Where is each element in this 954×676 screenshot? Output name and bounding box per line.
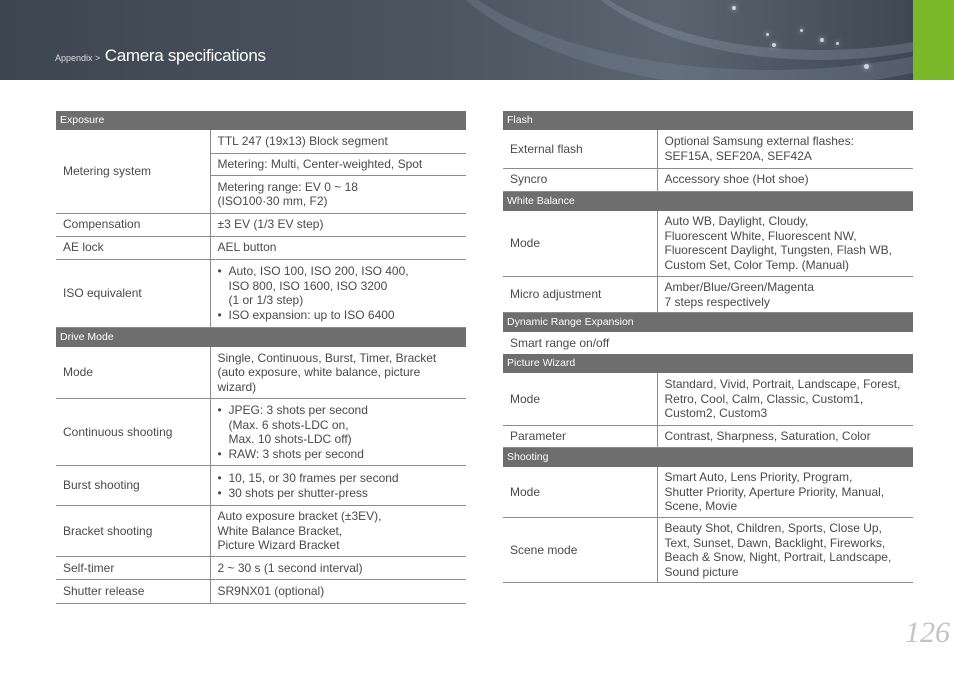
section-header-dynamic-range (503, 313, 913, 333)
spec-value: Smart Auto, Lens Priority, Program, Shutter Priority, Aperture Priority, Manual, Scene, Movie (657, 467, 913, 518)
table-row (56, 130, 466, 153)
section-header-drive-mode (56, 327, 466, 347)
spec-label: Shutter release (56, 580, 210, 604)
spec-label: Micro adjustment (503, 277, 657, 313)
section-title: Shooting (503, 447, 913, 467)
header-sparkle (732, 6, 736, 10)
table-row (503, 277, 913, 313)
spec-value-list (210, 399, 466, 466)
spec-label: Metering system (56, 130, 210, 213)
spec-value: ±3 EV (1/3 EV step) (210, 213, 466, 236)
header-sparkle (820, 38, 824, 42)
spec-value: Accessory shoe (Hot shoe) (657, 168, 913, 191)
spec-label: ISO equivalent (56, 259, 210, 327)
table-row (56, 506, 466, 557)
section-header-exposure (56, 111, 466, 130)
spec-label: Mode (503, 467, 657, 518)
table-row (503, 332, 913, 354)
spec-label: Burst shooting (56, 466, 210, 506)
spec-label: AE lock (56, 236, 210, 259)
spec-label: Compensation (56, 213, 210, 236)
header-sparkle (800, 29, 803, 32)
spec-value: Auto WB, Daylight, Cloudy, Fluorescent White, Fluorescent NW, Fluorescent Daylight, Tungsten, Flash WB, Custom Set, Color Temp. (Manual) (657, 211, 913, 277)
spec-value: Metering range: EV 0 ~ 18 (ISO100·30 mm, F2) (210, 175, 466, 213)
section-title: Exposure (56, 111, 466, 130)
header-sparkle (864, 64, 869, 69)
spec-value: TTL 247 (19x13) Block segment (210, 130, 466, 153)
breadcrumb (55, 46, 266, 66)
section-title: White Balance (503, 191, 913, 211)
table-row (56, 236, 466, 259)
spec-label: Syncro (503, 168, 657, 191)
table-row (56, 580, 466, 604)
page-header (0, 0, 954, 80)
spec-label: Self-timer (56, 557, 210, 580)
spec-table-right (503, 111, 913, 583)
table-row (503, 373, 913, 425)
spec-value: Amber/Blue/Green/Magenta 7 steps respectively (657, 277, 913, 313)
spec-value: Contrast, Sharpness, Saturation, Color (657, 425, 913, 447)
spec-label: Continuous shooting (56, 399, 210, 466)
list-item: • RAW: 3 shots per second (218, 447, 460, 462)
list-item: • ISO expansion: up to ISO 6400 (218, 308, 460, 323)
spec-label: Parameter (503, 425, 657, 447)
header-sparkle (766, 33, 769, 36)
breadcrumb-prefix: Appendix > (55, 53, 101, 63)
spec-label: Mode (503, 211, 657, 277)
spec-value: Optional Samsung external flashes: SEF15A, SEF20A, SEF42A (657, 130, 913, 168)
table-row (503, 518, 913, 583)
section-header-white-balance (503, 191, 913, 211)
list-item: • 10, 15, or 30 frames per second (218, 471, 460, 486)
header-sparkle (836, 42, 839, 45)
table-row (503, 211, 913, 277)
spec-value: Smart range on/off (510, 335, 610, 350)
table-row (56, 466, 466, 506)
spec-label: Mode (503, 373, 657, 425)
spec-value: SR9NX01 (optional) (210, 580, 466, 604)
spec-value: Auto exposure bracket (±3EV), White Balance Bracket, Picture Wizard Bracket (210, 506, 466, 557)
spec-value: Metering: Multi, Center-weighted, Spot (210, 153, 466, 175)
spec-label: Bracket shooting (56, 506, 210, 557)
table-row (56, 347, 466, 399)
table-row (56, 399, 466, 466)
table-row (503, 425, 913, 447)
table-row (503, 168, 913, 191)
table-row (503, 130, 913, 168)
section-title: Dynamic Range Expansion (503, 313, 913, 333)
spec-label: Scene mode (503, 518, 657, 583)
spec-value: Single, Continuous, Burst, Timer, Bracket (auto exposure, white balance, picture wizard) (210, 347, 466, 399)
spec-value: Standard, Vivid, Portrait, Landscape, Forest, Retro, Cool, Calm, Classic, Custom1, Custom2, Custom3 (657, 373, 913, 425)
table-row (56, 259, 466, 327)
spec-table-left (56, 111, 466, 604)
list-item: • Auto, ISO 100, ISO 200, ISO 400, ISO 800, ISO 1600, ISO 3200 (1 or 1/3 step) (218, 264, 460, 308)
section-header-flash (503, 111, 913, 130)
list-item: • 30 shots per shutter-press (218, 486, 460, 501)
section-header-shooting (503, 447, 913, 467)
spec-value-list (210, 466, 466, 506)
spec-label: External flash (503, 130, 657, 168)
section-title: Flash (503, 111, 913, 130)
table-row (56, 213, 466, 236)
chapter-tab (913, 0, 954, 80)
spec-label: Mode (56, 347, 210, 399)
header-sparkle (772, 43, 776, 47)
section-header-picture-wizard (503, 354, 913, 373)
spec-value-list (210, 259, 466, 327)
page-number: 126 (905, 616, 950, 649)
section-title: Picture Wizard (503, 354, 913, 373)
spec-value: Beauty Shot, Children, Sports, Close Up, Text, Sunset, Dawn, Backlight, Fireworks, Beach & Snow, Night, Portrait, Landscape, Sound picture (657, 518, 913, 583)
table-row (503, 467, 913, 518)
table-row (56, 557, 466, 580)
list-item: • JPEG: 3 shots per second (Max. 6 shots-LDC on, Max. 10 shots-LDC off) (218, 403, 460, 447)
section-title: Drive Mode (56, 327, 466, 347)
spec-value: AEL button (210, 236, 466, 259)
spec-value: 2 ~ 30 s (1 second interval) (210, 557, 466, 580)
page-title: Camera specifications (104, 46, 266, 65)
